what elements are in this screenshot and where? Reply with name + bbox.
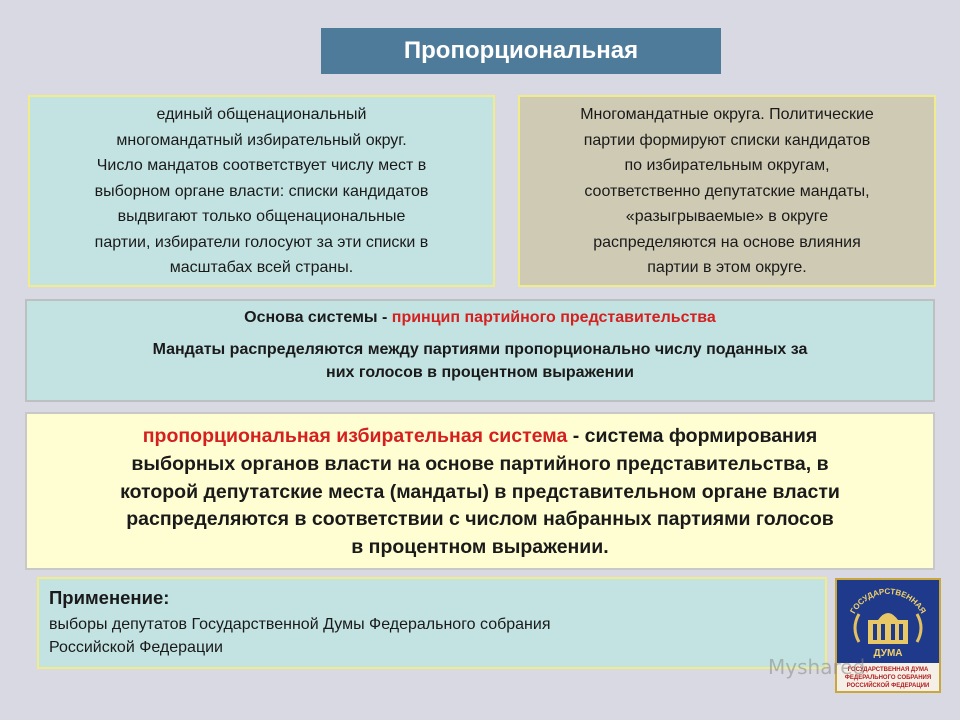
text-line: многомандатный избирательный округ.	[116, 131, 407, 149]
definition-line: которой депутатские места (мандаты) в представительном органе власти	[120, 480, 840, 503]
application-line: Российской Федерации	[49, 639, 223, 656]
slide-title-text: Пропорциональная	[403, 37, 639, 64]
emblem-caption-line: ФЕДЕРАЛЬНОГО СОБРАНИЯ	[844, 675, 932, 681]
text-line: партии, избиратели голосуют за эти списки в	[94, 233, 429, 251]
emblem-word: ДУМА	[873, 648, 903, 659]
text-line: Многомандатные округа. Политические	[580, 106, 874, 123]
emblem-arc-text: ГОСУДАРСТВЕННАЯ	[848, 586, 928, 616]
watermark: Myshared	[768, 655, 866, 679]
definition-box	[25, 412, 935, 570]
emblem-caption-line: РОССИЙСКОЙ ФЕДЕРАЦИИ	[846, 683, 930, 689]
application-box	[37, 577, 827, 669]
text-line: выборном органе власти: списки кандидатов	[94, 182, 429, 200]
definition-line: в процентном выражении.	[351, 536, 609, 559]
multi-district-box	[518, 95, 936, 287]
text-line: «разыгрываемые» в округе	[625, 208, 829, 225]
text-line: соответственно депутатские мандаты,	[584, 182, 870, 200]
application-line: выборы депутатов Государственной Думы Федерального собрания	[49, 616, 551, 633]
basis-highlight: принцип партийного представительства	[391, 309, 716, 326]
basis-prefix: Основа системы -	[244, 309, 392, 326]
basis-heading	[41, 309, 919, 327]
system-basis-box	[25, 299, 935, 402]
emblem-caption-line: ГОСУДАРСТВЕННАЯ ДУМА	[847, 667, 929, 673]
text-line: партии формируют списки кандидатов	[583, 131, 871, 149]
text-line: масштабах всей страны.	[169, 259, 354, 276]
text-line: выдвигают только общенациональные	[117, 208, 406, 225]
definition-line	[37, 423, 923, 451]
text-line: Число мандатов соответствует числу мест в	[96, 157, 427, 174]
text-line: по избирательным округам,	[624, 157, 830, 174]
definition-term: пропорциональная избирательная система	[142, 425, 568, 447]
text-line: распределяются на основе влияния	[593, 233, 861, 251]
basis-line: Мандаты распределяются между партиями пропорционально числу поданных за	[152, 341, 808, 358]
definition-line: выборных органов власти на основе партийного представительства, в	[131, 452, 829, 475]
basis-line: них голосов в процентном выражении	[326, 364, 634, 381]
definition-text: - система формирования	[567, 425, 818, 447]
text-line: единый общенациональный	[156, 106, 367, 123]
application-heading: Применение:	[49, 587, 170, 608]
text-line: партии в этом округе.	[647, 259, 807, 276]
definition-line: распределяются в соответствии с числом набранных партиями голосов	[126, 508, 834, 531]
national-district-box	[28, 95, 495, 287]
slide-title	[321, 28, 721, 74]
